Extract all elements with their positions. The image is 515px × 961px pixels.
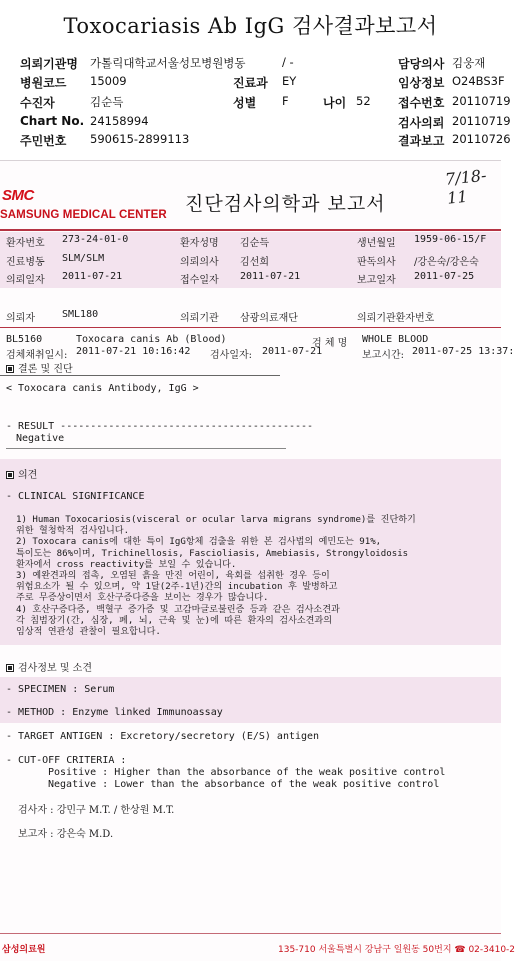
cover-label-resident-no: 주민번호 [20, 134, 67, 148]
reporter-line: 보고자 : 강은숙 M.D. [18, 829, 114, 840]
cover-label-chart-no: Chart No. [20, 114, 85, 128]
cover-label-sex: 성별 [233, 96, 257, 110]
cover-title: Toxocariasis Ab IgG 검사결과보고서 [63, 14, 438, 38]
clinical-significance-label: - CLINICAL SIGNIFICANCE [6, 491, 145, 502]
value-collect-time: 2011-07-21 10:16:42 [76, 346, 191, 357]
value-reg-no: 273-24-01-0 [62, 234, 129, 245]
value-client: SML180 [62, 309, 99, 320]
label-exam-date: 검사일자: [210, 350, 253, 361]
clinical-line: 2) Toxocara canis에 대한 특이 IgG항체 검출을 위한 본 검사법의 예민도는 91%, [16, 537, 382, 548]
cover-label-hospital-code: 병원코드 [20, 76, 67, 90]
header-rule [0, 229, 501, 231]
result-rule [0, 375, 280, 376]
info-rule [0, 327, 501, 328]
cover-value-result-report: 20110726 [452, 132, 511, 146]
section-opinion [6, 466, 37, 481]
cover-label-receipt-no: 접수번호 [398, 96, 445, 110]
value-report-time: 2011-07-25 13:37: [412, 346, 515, 357]
cover-label-doctor: 담당의사 [398, 57, 445, 71]
cover-value-patient: 김순득 [90, 95, 124, 109]
section-marker-icon [6, 471, 14, 479]
label-req-date: 의뢰일자 [6, 275, 45, 286]
label-client: 의뢰자 [6, 313, 35, 324]
cover-label-request: 검사의뢰 [398, 116, 445, 130]
value-req-doctor: 김선희 [240, 257, 269, 268]
clinical-line: 3) 예완견과의 접촉, 오염된 흙을 만진 어린이, 육회를 섭취한 경우 등이 [16, 571, 330, 582]
method-line: - METHOD : Enzyme linked Immunoassay [6, 707, 223, 718]
cover-value-department: EY [282, 74, 297, 88]
label-req-doctor: 의뢰의사 [180, 257, 219, 268]
cover-value-chart-no: 24158994 [90, 114, 149, 128]
cover-label-institution: 의뢰기관명 [20, 57, 78, 71]
label-report-time: 보고시간: [362, 350, 405, 361]
hospital-name-logo: SAMSUNG MEDICAL CENTER [0, 209, 167, 221]
cover-value-receipt-no: 20110719 [452, 94, 511, 108]
cutoff-positive: Positive : Higher than the absorbance of the weak positive control [48, 767, 446, 778]
label-institution: 의뢰기관 [180, 313, 219, 324]
label-reg-no: 환자번호 [6, 238, 45, 249]
section-result-label: 결론 및 진단 [18, 364, 73, 375]
cover-label-age: 나이 [323, 96, 347, 110]
label-patient-name: 환자성명 [180, 238, 219, 249]
clinical-line: 각 침범장기(간, 심장, 폐, 뇌, 근육 및 눈)에 따른 환자의 검사소견과의 [16, 615, 332, 626]
footer-address: 135-710 서울특별시 강남구 일원동 50번지 ☎ 02-3410-2 [278, 945, 515, 955]
clinical-line: 4) 호산구증다증, 백혈구 증가증 및 고감마글로불린증 등과 같은 검사소견과 [16, 604, 340, 615]
clinical-line: 특이도는 86%이며, Trichinellosis, Fascioliasis, Amebiasis, Strongyloidosis [16, 548, 409, 559]
section-marker-icon [6, 664, 14, 672]
cover-label-department: 진료과 [233, 76, 268, 90]
cover-value-hospital-code: 15009 [90, 74, 127, 88]
cover-label-patient: 수진자 [20, 96, 55, 110]
section-marker-icon [6, 365, 14, 373]
label-reader: 판독의사 [357, 257, 396, 268]
value-dob: 1959-06-15/F [414, 234, 487, 245]
result-value: Negative [16, 433, 65, 444]
cover-value-sex: F [282, 94, 289, 108]
footer-rule [0, 933, 501, 934]
label-report-date: 보고일자 [357, 275, 396, 286]
label-specimen-name: 검 체 명 [312, 338, 348, 349]
cover-value-clinical-info: O24BS3F [452, 74, 505, 88]
result-label: - RESULT ------------------------------------------ [6, 421, 314, 432]
value-patient-name: 김순득 [240, 238, 269, 249]
cover-value-resident-no: 590615-2899113 [90, 132, 190, 146]
specimen-line: - SPECIMEN : Serum [6, 684, 115, 695]
cover-sheet [0, 0, 511, 152]
value-specimen-name: WHOLE BLOOD [362, 334, 429, 345]
cover-value-institution: 가톨릭대학교서울성모병원병동 [90, 56, 246, 70]
cover-value-ward: / - [282, 55, 294, 69]
label-institution-patient-no: 의뢰기관환자번호 [357, 313, 435, 324]
result-end-rule [6, 448, 286, 449]
section-result [6, 360, 73, 375]
clinical-significance-list [16, 515, 416, 638]
value-reader: /강은숙/강은숙 [414, 257, 479, 268]
footer-hospital: 삼성의료원 [2, 945, 46, 955]
test-name: Toxocara canis Ab (Blood) [76, 334, 227, 345]
value-institution: 삼광의료재단 [240, 313, 298, 324]
handwritten-date: 7/18-11 [444, 165, 488, 208]
cutoff-negative: Negative : Lower than the absorbance of the weak positive control [48, 779, 440, 790]
label-dob: 생년월일 [357, 238, 396, 249]
cover-value-request: 20110719 [452, 114, 511, 128]
section-test-info [6, 659, 92, 674]
clinical-line: 주로 무증상이면서 호산구증다증을 보이는 경우가 많습니다. [16, 593, 269, 604]
report-title: 진단검사의학과 보고서 [185, 193, 386, 215]
clinical-line: 임상적 연관성 관찰이 필요합니다. [16, 627, 161, 638]
value-recv-date: 2011-07-21 [240, 271, 301, 282]
label-collect-time: 검체채취일시: [6, 350, 68, 361]
target-antigen-line: - TARGET ANTIGEN : Excretory/secretory (E/S) antigen [6, 731, 320, 742]
label-recv-date: 접수일자 [180, 275, 219, 286]
clinical-line: 위험요소가 될 수 있으며, 약 1달(2주-1년)간의 incubation 후 발병하고 [16, 582, 338, 593]
section-opinion-label: 의견 [18, 470, 38, 481]
cover-value-doctor: 김웅재 [452, 56, 486, 70]
value-exam-date: 2011-07-21 [262, 346, 323, 357]
result-heading: < Toxocara canis Antibody, IgG > [6, 383, 199, 394]
clinical-line: 1) Human Toxocariosis(visceral or ocular larva migrans syndrome)를 진단하기 [16, 515, 416, 525]
cover-label-result-report: 결과보고 [398, 134, 445, 148]
value-report-date: 2011-07-25 [414, 271, 475, 282]
clinical-line: 위한 혈청학적 검사입니다. [16, 526, 130, 537]
cover-value-age: 52 [356, 94, 371, 108]
test-code: BL5160 [6, 334, 43, 345]
cutoff-label: - CUT-OFF CRITERIA : [6, 755, 127, 766]
value-req-date: 2011-07-21 [62, 271, 123, 282]
value-ward: SLM/SLM [62, 253, 105, 264]
section-test-info-label: 검사정보 및 소견 [18, 663, 92, 674]
clinical-line: 환자에서 cross reactivity를 보일 수 있습니다. [16, 559, 237, 570]
scanned-report [0, 160, 515, 961]
cover-label-clinical-info: 임상정보 [398, 76, 445, 90]
label-ward: 진료병동 [6, 257, 45, 268]
examiner-line: 검사자 : 강민구 M.T. / 한상원 M.T. [18, 805, 175, 816]
smc-logo: SMC [2, 187, 34, 204]
